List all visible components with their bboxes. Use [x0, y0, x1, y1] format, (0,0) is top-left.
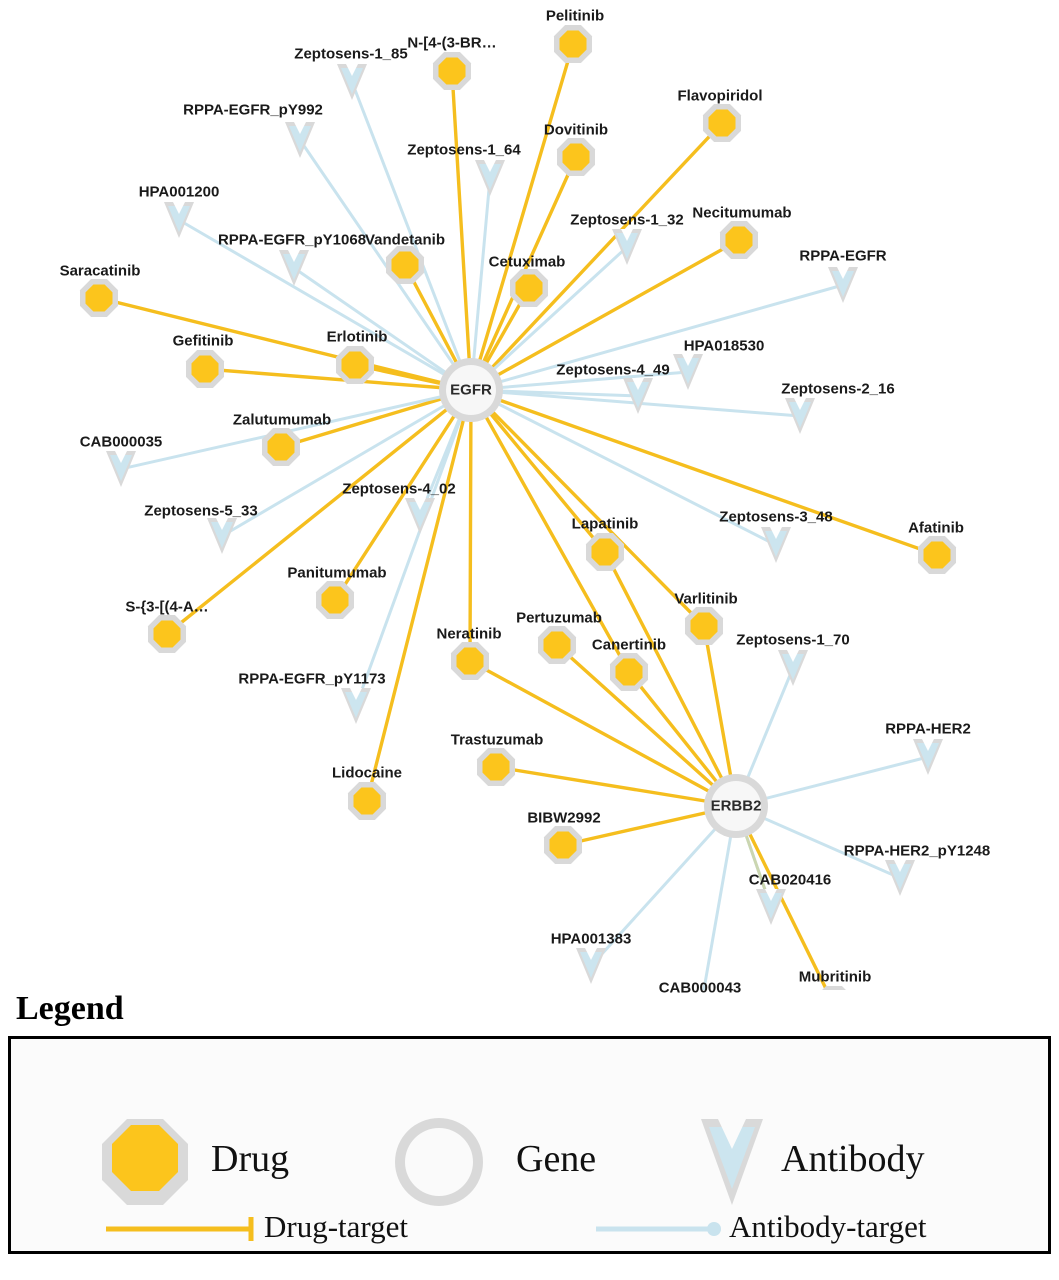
antibody-node[interactable]	[106, 451, 136, 487]
legend-label-drug-target: Drug-target	[264, 1209, 409, 1244]
graph-edge	[471, 390, 704, 626]
drug-node-label: Flavopiridol	[677, 87, 763, 105]
legend-antibody-icon	[701, 1119, 763, 1205]
antibody-node-label: CAB000043	[658, 979, 742, 997]
antibody-node-label: Zeptosens-4_49	[556, 361, 670, 379]
gene-node-label: ERBB2	[710, 797, 762, 815]
drug-node-label: BIBW2992	[527, 809, 601, 827]
drug-node-label: Gefitinib	[172, 332, 234, 350]
drug-node-label: Trastuzumab	[450, 731, 544, 749]
drug-node-label: Lidocaine	[331, 764, 403, 782]
drug-node-label: Erlotinib	[326, 328, 388, 346]
legend-label-antibody: Antibody	[781, 1138, 925, 1180]
antibody-node-label: HPA001383	[550, 930, 632, 948]
drug-node[interactable]	[80, 279, 118, 317]
drug-node-label: Pelitinib	[545, 7, 605, 25]
drug-node-label: Dovitinib	[543, 121, 609, 139]
drug-node-label: N-[4-(3-BR…	[407, 34, 497, 52]
antibody-node[interactable]	[285, 122, 315, 158]
antibody-node[interactable]	[337, 64, 367, 100]
graph-edge	[470, 390, 471, 661]
drug-node[interactable]	[586, 533, 624, 571]
graph-edge	[452, 71, 471, 390]
antibody-node[interactable]	[341, 688, 371, 724]
drug-node[interactable]	[610, 653, 648, 691]
antibody-node[interactable]	[761, 527, 791, 563]
antibody-node-label: HPA018530	[683, 337, 765, 355]
legend-label-drug: Drug	[211, 1138, 290, 1180]
drug-node-label: Saracatinib	[59, 262, 141, 280]
graph-edge	[222, 390, 471, 536]
drug-node[interactable]	[433, 52, 471, 90]
antibody-node-label: HPA001200	[138, 183, 220, 201]
drug-node[interactable]	[262, 428, 300, 466]
drug-node-label: Mubritinib	[798, 968, 872, 986]
antibody-node[interactable]	[612, 229, 642, 265]
drug-node-label: Cetuximab	[488, 253, 566, 271]
drug-node[interactable]	[538, 626, 576, 664]
antibody-node-label: RPPA-EGFR	[799, 247, 887, 265]
drug-node[interactable]	[451, 642, 489, 680]
drug-node-label: Afatinib	[908, 519, 964, 537]
drug-node[interactable]	[386, 246, 424, 284]
antibody-node-label: RPPA-HER2_pY1248	[843, 842, 991, 860]
graph-edge	[335, 390, 471, 600]
legend-antibody-target-edge	[596, 1222, 721, 1236]
antibody-node-label: Zeptosens-4_02	[342, 480, 456, 498]
drug-node-label: Necitumumab	[692, 204, 792, 222]
antibody-node-label: Zeptosens-1_64	[407, 141, 521, 159]
antibody-node-label: CAB020416	[748, 871, 832, 889]
drug-node[interactable]	[477, 748, 515, 786]
antibody-node[interactable]	[778, 650, 808, 686]
drug-node[interactable]	[336, 346, 374, 384]
antibody-node-label: Zeptosens-3_48	[719, 508, 833, 526]
legend-box	[8, 1036, 1051, 1254]
drug-node[interactable]	[703, 104, 741, 142]
legend-drug-icon	[102, 1119, 188, 1205]
drug-node[interactable]	[554, 25, 592, 63]
antibody-node-label: RPPA-EGFR_pY992	[183, 101, 323, 119]
drug-node-label: Vandetanib	[364, 231, 446, 249]
antibody-node[interactable]	[576, 948, 606, 984]
drug-node[interactable]	[316, 581, 354, 619]
drug-node-label: Neratinib	[436, 625, 502, 643]
drug-node-label: Zalutumumab	[232, 411, 332, 429]
antibody-node-label: RPPA-EGFR_pY1068	[217, 231, 367, 249]
drug-node[interactable]	[148, 615, 186, 653]
graph-edge	[591, 806, 736, 966]
drug-node-label: Lapatinib	[571, 515, 639, 533]
drug-node-label: Varlitinib	[674, 590, 738, 608]
antibody-node-label: Zeptosens-2_16	[781, 380, 895, 398]
drug-node[interactable]	[544, 826, 582, 864]
drug-node-label: Pertuzumab	[516, 609, 602, 627]
drug-node-label: S-{3-[(4-A…	[125, 598, 209, 616]
graph-edge	[471, 240, 739, 390]
antibody-node-label: Zeptosens-1_85	[294, 45, 408, 63]
antibody-node-label: Zeptosens-1_32	[570, 211, 684, 229]
legend-drug-target-edge	[106, 1217, 251, 1241]
antibody-node[interactable]	[756, 889, 786, 925]
antibody-node[interactable]	[207, 518, 237, 554]
graph-edge	[471, 390, 776, 545]
drug-node[interactable]	[918, 536, 956, 574]
antibody-node[interactable]	[828, 267, 858, 303]
legend	[8, 990, 1051, 1254]
drug-node[interactable]	[685, 607, 723, 645]
drug-node[interactable]	[348, 782, 386, 820]
legend-label-gene: Gene	[516, 1138, 597, 1180]
gene-node-label: EGFR	[450, 381, 492, 399]
antibody-node[interactable]	[913, 739, 943, 775]
edge-layer	[99, 44, 937, 990]
antibody-node-label: Zeptosens-1_70	[736, 631, 850, 649]
antibody-node-label: CAB000035	[79, 433, 163, 451]
drug-node-label: Panitumumab	[287, 564, 387, 582]
antibody-node[interactable]	[405, 498, 435, 534]
legend-title: Legend	[16, 990, 124, 1027]
drug-node[interactable]	[557, 138, 595, 176]
antibody-node[interactable]	[885, 860, 915, 896]
antibody-node[interactable]	[164, 202, 194, 238]
drug-node[interactable]	[510, 269, 548, 307]
legend-label-antibody-target: Antibody-target	[729, 1209, 927, 1244]
antibody-node[interactable]	[475, 160, 505, 196]
antibody-node-label: RPPA-EGFR_pY1173	[238, 670, 386, 688]
drug-node[interactable]	[186, 350, 224, 388]
legend-gene-icon	[395, 1118, 483, 1206]
drug-node[interactable]	[720, 221, 758, 259]
drug-node-label: Canertinib	[591, 636, 667, 654]
antibody-node-label: Zeptosens-5_33	[144, 502, 258, 520]
graph-edge	[367, 390, 471, 801]
graph-edge	[352, 82, 471, 390]
antibody-node-label: RPPA-HER2	[885, 720, 971, 738]
